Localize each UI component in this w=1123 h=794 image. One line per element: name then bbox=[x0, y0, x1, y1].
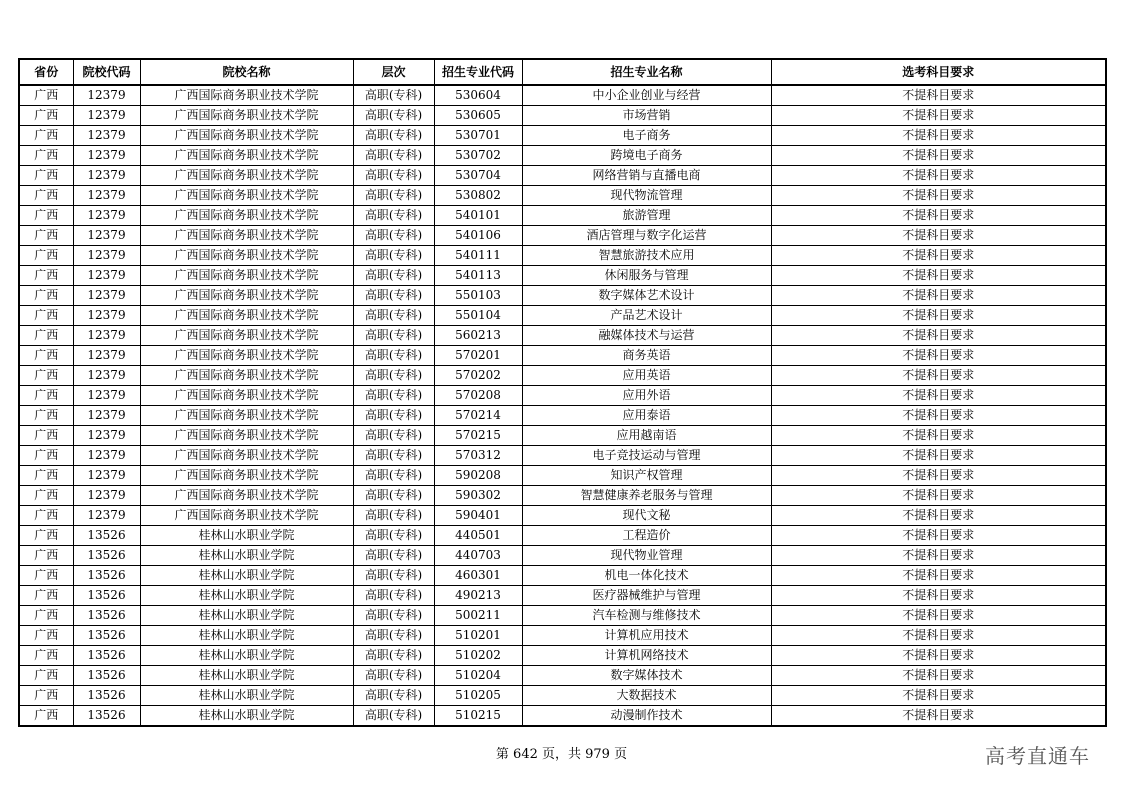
level-cell: 高职(专科) bbox=[353, 346, 434, 366]
school-code-cell: 13526 bbox=[73, 546, 140, 566]
major-name-cell: 数字媒体技术 bbox=[522, 666, 771, 686]
table-row bbox=[19, 586, 1106, 606]
major-code-cell: 530704 bbox=[434, 166, 522, 186]
province-cell: 广西 bbox=[19, 606, 73, 626]
school-name-cell: 桂林山水职业学院 bbox=[140, 586, 353, 606]
province-cell: 广西 bbox=[19, 246, 73, 266]
school-name-cell: 广西国际商务职业技术学院 bbox=[140, 326, 353, 346]
table-row bbox=[19, 646, 1106, 666]
school-name-cell: 广西国际商务职业技术学院 bbox=[140, 206, 353, 226]
table-row bbox=[19, 346, 1106, 366]
level-cell: 高职(专科) bbox=[353, 566, 434, 586]
major-code-cell: 490213 bbox=[434, 586, 522, 606]
level-cell: 高职(专科) bbox=[353, 686, 434, 706]
province-cell: 广西 bbox=[19, 266, 73, 286]
school-code-cell: 13526 bbox=[73, 606, 140, 626]
school-code-cell: 12379 bbox=[73, 85, 140, 106]
level-cell: 高职(专科) bbox=[353, 326, 434, 346]
major-code-cell: 510204 bbox=[434, 666, 522, 686]
school-code-cell: 13526 bbox=[73, 526, 140, 546]
major-name-cell: 应用外语 bbox=[522, 386, 771, 406]
major-code-cell: 590208 bbox=[434, 466, 522, 486]
table-row bbox=[19, 106, 1106, 126]
table-row bbox=[19, 706, 1106, 727]
level-cell: 高职(专科) bbox=[353, 246, 434, 266]
level-cell: 高职(专科) bbox=[353, 306, 434, 326]
major-name-cell: 应用英语 bbox=[522, 366, 771, 386]
province-cell: 广西 bbox=[19, 286, 73, 306]
major-code-cell: 440501 bbox=[434, 526, 522, 546]
subject-requirement-cell: 不提科目要求 bbox=[771, 546, 1106, 566]
school-name-cell: 广西国际商务职业技术学院 bbox=[140, 246, 353, 266]
subject-requirement-cell: 不提科目要求 bbox=[771, 646, 1106, 666]
major-name-cell: 智慧健康养老服务与管理 bbox=[522, 486, 771, 506]
major-code-cell: 530604 bbox=[434, 85, 522, 106]
school-name-cell: 广西国际商务职业技术学院 bbox=[140, 106, 353, 126]
watermark-logo-text: 高考直通车 bbox=[985, 744, 1090, 768]
school-code-cell: 12379 bbox=[73, 186, 140, 206]
table-row bbox=[19, 85, 1106, 106]
table-row bbox=[19, 246, 1106, 266]
table-row bbox=[19, 186, 1106, 206]
major-name-cell: 休闲服务与管理 bbox=[522, 266, 771, 286]
level-cell: 高职(专科) bbox=[353, 466, 434, 486]
major-name-cell: 跨境电子商务 bbox=[522, 146, 771, 166]
subject-requirement-cell: 不提科目要求 bbox=[771, 306, 1106, 326]
major-name-cell: 产品艺术设计 bbox=[522, 306, 771, 326]
major-name-cell: 医疗器械维护与管理 bbox=[522, 586, 771, 606]
school-name-cell: 广西国际商务职业技术学院 bbox=[140, 486, 353, 506]
table-row bbox=[19, 146, 1106, 166]
level-cell: 高职(专科) bbox=[353, 146, 434, 166]
table-row bbox=[19, 306, 1106, 326]
major-code-cell: 530701 bbox=[434, 126, 522, 146]
school-code-cell: 12379 bbox=[73, 166, 140, 186]
major-name-cell: 应用泰语 bbox=[522, 406, 771, 426]
subject-requirement-cell: 不提科目要求 bbox=[771, 426, 1106, 446]
school-code-cell: 12379 bbox=[73, 226, 140, 246]
subject-requirement-cell: 不提科目要求 bbox=[771, 626, 1106, 646]
school-code-cell: 13526 bbox=[73, 686, 140, 706]
province-cell: 广西 bbox=[19, 106, 73, 126]
province-cell: 广西 bbox=[19, 406, 73, 426]
province-cell: 广西 bbox=[19, 646, 73, 666]
province-cell: 广西 bbox=[19, 85, 73, 106]
level-cell: 高职(专科) bbox=[353, 186, 434, 206]
province-cell: 广西 bbox=[19, 326, 73, 346]
province-cell: 广西 bbox=[19, 626, 73, 646]
subject-requirement-cell: 不提科目要求 bbox=[771, 526, 1106, 546]
major-code-cell: 510202 bbox=[434, 646, 522, 666]
subject-requirement-cell: 不提科目要求 bbox=[771, 586, 1106, 606]
school-code-cell: 12379 bbox=[73, 286, 140, 306]
school-code-cell: 12379 bbox=[73, 126, 140, 146]
level-cell: 高职(专科) bbox=[353, 586, 434, 606]
province-cell: 广西 bbox=[19, 546, 73, 566]
school-code-cell: 13526 bbox=[73, 666, 140, 686]
school-code-cell: 12379 bbox=[73, 326, 140, 346]
column-header-major-code: 招生专业代码 bbox=[434, 59, 522, 85]
school-code-cell: 12379 bbox=[73, 206, 140, 226]
school-name-cell: 广西国际商务职业技术学院 bbox=[140, 85, 353, 106]
table-body bbox=[19, 85, 1106, 726]
school-code-cell: 12379 bbox=[73, 386, 140, 406]
school-name-cell: 广西国际商务职业技术学院 bbox=[140, 186, 353, 206]
school-code-cell: 12379 bbox=[73, 346, 140, 366]
subject-requirement-cell: 不提科目要求 bbox=[771, 166, 1106, 186]
school-code-cell: 13526 bbox=[73, 626, 140, 646]
level-cell: 高职(专科) bbox=[353, 446, 434, 466]
subject-requirement-cell: 不提科目要求 bbox=[771, 246, 1106, 266]
table-row bbox=[19, 666, 1106, 686]
school-code-cell: 12379 bbox=[73, 486, 140, 506]
table-header bbox=[19, 59, 1106, 85]
major-code-cell: 510201 bbox=[434, 626, 522, 646]
table-row bbox=[19, 166, 1106, 186]
school-code-cell: 12379 bbox=[73, 426, 140, 446]
major-code-cell: 570312 bbox=[434, 446, 522, 466]
major-code-cell: 540111 bbox=[434, 246, 522, 266]
province-cell: 广西 bbox=[19, 206, 73, 226]
major-name-cell: 机电一体化技术 bbox=[522, 566, 771, 586]
table-row bbox=[19, 386, 1106, 406]
major-code-cell: 530702 bbox=[434, 146, 522, 166]
school-code-cell: 13526 bbox=[73, 586, 140, 606]
subject-requirement-cell: 不提科目要求 bbox=[771, 446, 1106, 466]
page-number: 第 642 页，共 979 页 bbox=[495, 747, 628, 762]
major-name-cell: 现代物流管理 bbox=[522, 186, 771, 206]
school-code-cell: 12379 bbox=[73, 506, 140, 526]
table-row bbox=[19, 686, 1106, 706]
school-name-cell: 桂林山水职业学院 bbox=[140, 606, 353, 626]
table-row bbox=[19, 466, 1106, 486]
province-cell: 广西 bbox=[19, 166, 73, 186]
major-code-cell: 550103 bbox=[434, 286, 522, 306]
major-name-cell: 旅游管理 bbox=[522, 206, 771, 226]
province-cell: 广西 bbox=[19, 306, 73, 326]
table-row bbox=[19, 126, 1106, 146]
table-row bbox=[19, 506, 1106, 526]
table-row bbox=[19, 486, 1106, 506]
school-name-cell: 广西国际商务职业技术学院 bbox=[140, 226, 353, 246]
subject-requirement-cell: 不提科目要求 bbox=[771, 686, 1106, 706]
subject-requirement-cell: 不提科目要求 bbox=[771, 106, 1106, 126]
major-code-cell: 540113 bbox=[434, 266, 522, 286]
subject-requirement-cell: 不提科目要求 bbox=[771, 186, 1106, 206]
subject-requirement-cell: 不提科目要求 bbox=[771, 666, 1106, 686]
column-header-major-name: 招生专业名称 bbox=[522, 59, 771, 85]
major-name-cell: 知识产权管理 bbox=[522, 466, 771, 486]
table-row bbox=[19, 326, 1106, 346]
province-cell: 广西 bbox=[19, 586, 73, 606]
school-name-cell: 广西国际商务职业技术学院 bbox=[140, 346, 353, 366]
major-code-cell: 570202 bbox=[434, 366, 522, 386]
province-cell: 广西 bbox=[19, 226, 73, 246]
school-name-cell: 桂林山水职业学院 bbox=[140, 666, 353, 686]
level-cell: 高职(专科) bbox=[353, 606, 434, 626]
school-name-cell: 广西国际商务职业技术学院 bbox=[140, 386, 353, 406]
level-cell: 高职(专科) bbox=[353, 486, 434, 506]
level-cell: 高职(专科) bbox=[353, 506, 434, 526]
major-name-cell: 汽车检测与维修技术 bbox=[522, 606, 771, 626]
major-name-cell: 大数据技术 bbox=[522, 686, 771, 706]
school-code-cell: 12379 bbox=[73, 446, 140, 466]
subject-requirement-cell: 不提科目要求 bbox=[771, 466, 1106, 486]
province-cell: 广西 bbox=[19, 566, 73, 586]
subject-requirement-cell: 不提科目要求 bbox=[771, 386, 1106, 406]
column-header-level: 层次 bbox=[353, 59, 434, 85]
table-row bbox=[19, 266, 1106, 286]
major-code-cell: 590401 bbox=[434, 506, 522, 526]
province-cell: 广西 bbox=[19, 146, 73, 166]
table-row bbox=[19, 626, 1106, 646]
table-row bbox=[19, 546, 1106, 566]
major-code-cell: 500211 bbox=[434, 606, 522, 626]
header-row bbox=[19, 59, 1106, 85]
level-cell: 高职(专科) bbox=[353, 206, 434, 226]
level-cell: 高职(专科) bbox=[353, 286, 434, 306]
subject-requirement-cell: 不提科目要求 bbox=[771, 566, 1106, 586]
province-cell: 广西 bbox=[19, 706, 73, 727]
level-cell: 高职(专科) bbox=[353, 706, 434, 727]
subject-requirement-cell: 不提科目要求 bbox=[771, 266, 1106, 286]
level-cell: 高职(专科) bbox=[353, 106, 434, 126]
level-cell: 高职(专科) bbox=[353, 386, 434, 406]
major-name-cell: 电子商务 bbox=[522, 126, 771, 146]
major-name-cell: 网络营销与直播电商 bbox=[522, 166, 771, 186]
school-name-cell: 广西国际商务职业技术学院 bbox=[140, 306, 353, 326]
major-name-cell: 现代文秘 bbox=[522, 506, 771, 526]
school-name-cell: 广西国际商务职业技术学院 bbox=[140, 466, 353, 486]
level-cell: 高职(专科) bbox=[353, 266, 434, 286]
school-name-cell: 广西国际商务职业技术学院 bbox=[140, 426, 353, 446]
province-cell: 广西 bbox=[19, 386, 73, 406]
province-cell: 广西 bbox=[19, 486, 73, 506]
major-name-cell: 电子竞技运动与管理 bbox=[522, 446, 771, 466]
major-name-cell: 融媒体技术与运营 bbox=[522, 326, 771, 346]
school-code-cell: 12379 bbox=[73, 146, 140, 166]
column-header-school-code: 院校代码 bbox=[73, 59, 140, 85]
major-code-cell: 570215 bbox=[434, 426, 522, 446]
province-cell: 广西 bbox=[19, 526, 73, 546]
level-cell: 高职(专科) bbox=[353, 526, 434, 546]
major-code-cell: 590302 bbox=[434, 486, 522, 506]
school-name-cell: 广西国际商务职业技术学院 bbox=[140, 146, 353, 166]
level-cell: 高职(专科) bbox=[353, 126, 434, 146]
subject-requirement-cell: 不提科目要求 bbox=[771, 85, 1106, 106]
level-cell: 高职(专科) bbox=[353, 406, 434, 426]
province-cell: 广西 bbox=[19, 126, 73, 146]
table-row bbox=[19, 406, 1106, 426]
major-name-cell: 市场营销 bbox=[522, 106, 771, 126]
column-header-province: 省份 bbox=[19, 59, 73, 85]
subject-requirement-cell: 不提科目要求 bbox=[771, 226, 1106, 246]
school-code-cell: 12379 bbox=[73, 246, 140, 266]
province-cell: 广西 bbox=[19, 506, 73, 526]
subject-requirement-cell: 不提科目要求 bbox=[771, 146, 1106, 166]
subject-requirement-cell: 不提科目要求 bbox=[771, 406, 1106, 426]
level-cell: 高职(专科) bbox=[353, 426, 434, 446]
major-code-cell: 540101 bbox=[434, 206, 522, 226]
school-code-cell: 12379 bbox=[73, 106, 140, 126]
province-cell: 广西 bbox=[19, 686, 73, 706]
level-cell: 高职(专科) bbox=[353, 646, 434, 666]
school-name-cell: 广西国际商务职业技术学院 bbox=[140, 506, 353, 526]
school-name-cell: 广西国际商务职业技术学院 bbox=[140, 366, 353, 386]
school-code-cell: 12379 bbox=[73, 406, 140, 426]
major-name-cell: 工程造价 bbox=[522, 526, 771, 546]
table-row bbox=[19, 426, 1106, 446]
province-cell: 广西 bbox=[19, 466, 73, 486]
column-header-subject-requirement: 选考科目要求 bbox=[771, 59, 1106, 85]
school-name-cell: 广西国际商务职业技术学院 bbox=[140, 406, 353, 426]
province-cell: 广西 bbox=[19, 446, 73, 466]
province-cell: 广西 bbox=[19, 666, 73, 686]
major-name-cell: 现代物业管理 bbox=[522, 546, 771, 566]
major-name-cell: 应用越南语 bbox=[522, 426, 771, 446]
subject-requirement-cell: 不提科目要求 bbox=[771, 366, 1106, 386]
subject-requirement-cell: 不提科目要求 bbox=[771, 486, 1106, 506]
admission-table bbox=[18, 58, 1107, 727]
major-name-cell: 计算机应用技术 bbox=[522, 626, 771, 646]
major-code-cell: 510205 bbox=[434, 686, 522, 706]
school-name-cell: 广西国际商务职业技术学院 bbox=[140, 266, 353, 286]
level-cell: 高职(专科) bbox=[353, 546, 434, 566]
table-row bbox=[19, 226, 1106, 246]
school-name-cell: 桂林山水职业学院 bbox=[140, 646, 353, 666]
column-header-school-name: 院校名称 bbox=[140, 59, 353, 85]
school-name-cell: 广西国际商务职业技术学院 bbox=[140, 446, 353, 466]
school-name-cell: 广西国际商务职业技术学院 bbox=[140, 286, 353, 306]
major-code-cell: 540106 bbox=[434, 226, 522, 246]
major-name-cell: 智慧旅游技术应用 bbox=[522, 246, 771, 266]
major-name-cell: 酒店管理与数字化运营 bbox=[522, 226, 771, 246]
school-code-cell: 12379 bbox=[73, 266, 140, 286]
table-row bbox=[19, 526, 1106, 546]
level-cell: 高职(专科) bbox=[353, 226, 434, 246]
school-name-cell: 广西国际商务职业技术学院 bbox=[140, 126, 353, 146]
school-name-cell: 广西国际商务职业技术学院 bbox=[140, 166, 353, 186]
school-name-cell: 桂林山水职业学院 bbox=[140, 626, 353, 646]
major-name-cell: 中小企业创业与经营 bbox=[522, 85, 771, 106]
major-code-cell: 460301 bbox=[434, 566, 522, 586]
major-code-cell: 440703 bbox=[434, 546, 522, 566]
school-code-cell: 13526 bbox=[73, 706, 140, 727]
major-code-cell: 560213 bbox=[434, 326, 522, 346]
table-row bbox=[19, 606, 1106, 626]
major-code-cell: 570214 bbox=[434, 406, 522, 426]
school-name-cell: 桂林山水职业学院 bbox=[140, 686, 353, 706]
major-name-cell: 动漫制作技术 bbox=[522, 706, 771, 727]
table-row bbox=[19, 286, 1106, 306]
major-code-cell: 530802 bbox=[434, 186, 522, 206]
major-code-cell: 570201 bbox=[434, 346, 522, 366]
school-code-cell: 12379 bbox=[73, 366, 140, 386]
level-cell: 高职(专科) bbox=[353, 366, 434, 386]
major-name-cell: 数字媒体艺术设计 bbox=[522, 286, 771, 306]
subject-requirement-cell: 不提科目要求 bbox=[771, 506, 1106, 526]
level-cell: 高职(专科) bbox=[353, 626, 434, 646]
major-code-cell: 550104 bbox=[434, 306, 522, 326]
subject-requirement-cell: 不提科目要求 bbox=[771, 706, 1106, 727]
major-name-cell: 商务英语 bbox=[522, 346, 771, 366]
subject-requirement-cell: 不提科目要求 bbox=[771, 286, 1106, 306]
subject-requirement-cell: 不提科目要求 bbox=[771, 346, 1106, 366]
school-code-cell: 12379 bbox=[73, 306, 140, 326]
subject-requirement-cell: 不提科目要求 bbox=[771, 606, 1106, 626]
subject-requirement-cell: 不提科目要求 bbox=[771, 206, 1106, 226]
province-cell: 广西 bbox=[19, 186, 73, 206]
school-name-cell: 桂林山水职业学院 bbox=[140, 546, 353, 566]
level-cell: 高职(专科) bbox=[353, 85, 434, 106]
major-name-cell: 计算机网络技术 bbox=[522, 646, 771, 666]
school-name-cell: 桂林山水职业学院 bbox=[140, 526, 353, 546]
province-cell: 广西 bbox=[19, 426, 73, 446]
major-code-cell: 530605 bbox=[434, 106, 522, 126]
school-name-cell: 桂林山水职业学院 bbox=[140, 706, 353, 727]
major-code-cell: 510215 bbox=[434, 706, 522, 727]
level-cell: 高职(专科) bbox=[353, 666, 434, 686]
school-code-cell: 12379 bbox=[73, 466, 140, 486]
subject-requirement-cell: 不提科目要求 bbox=[771, 126, 1106, 146]
school-code-cell: 13526 bbox=[73, 566, 140, 586]
subject-requirement-cell: 不提科目要求 bbox=[771, 326, 1106, 346]
major-code-cell: 570208 bbox=[434, 386, 522, 406]
table-row bbox=[19, 566, 1106, 586]
table-row bbox=[19, 366, 1106, 386]
school-code-cell: 13526 bbox=[73, 646, 140, 666]
level-cell: 高职(专科) bbox=[353, 166, 434, 186]
table-row bbox=[19, 206, 1106, 226]
province-cell: 广西 bbox=[19, 366, 73, 386]
table-row bbox=[19, 446, 1106, 466]
province-cell: 广西 bbox=[19, 346, 73, 366]
school-name-cell: 桂林山水职业学院 bbox=[140, 566, 353, 586]
